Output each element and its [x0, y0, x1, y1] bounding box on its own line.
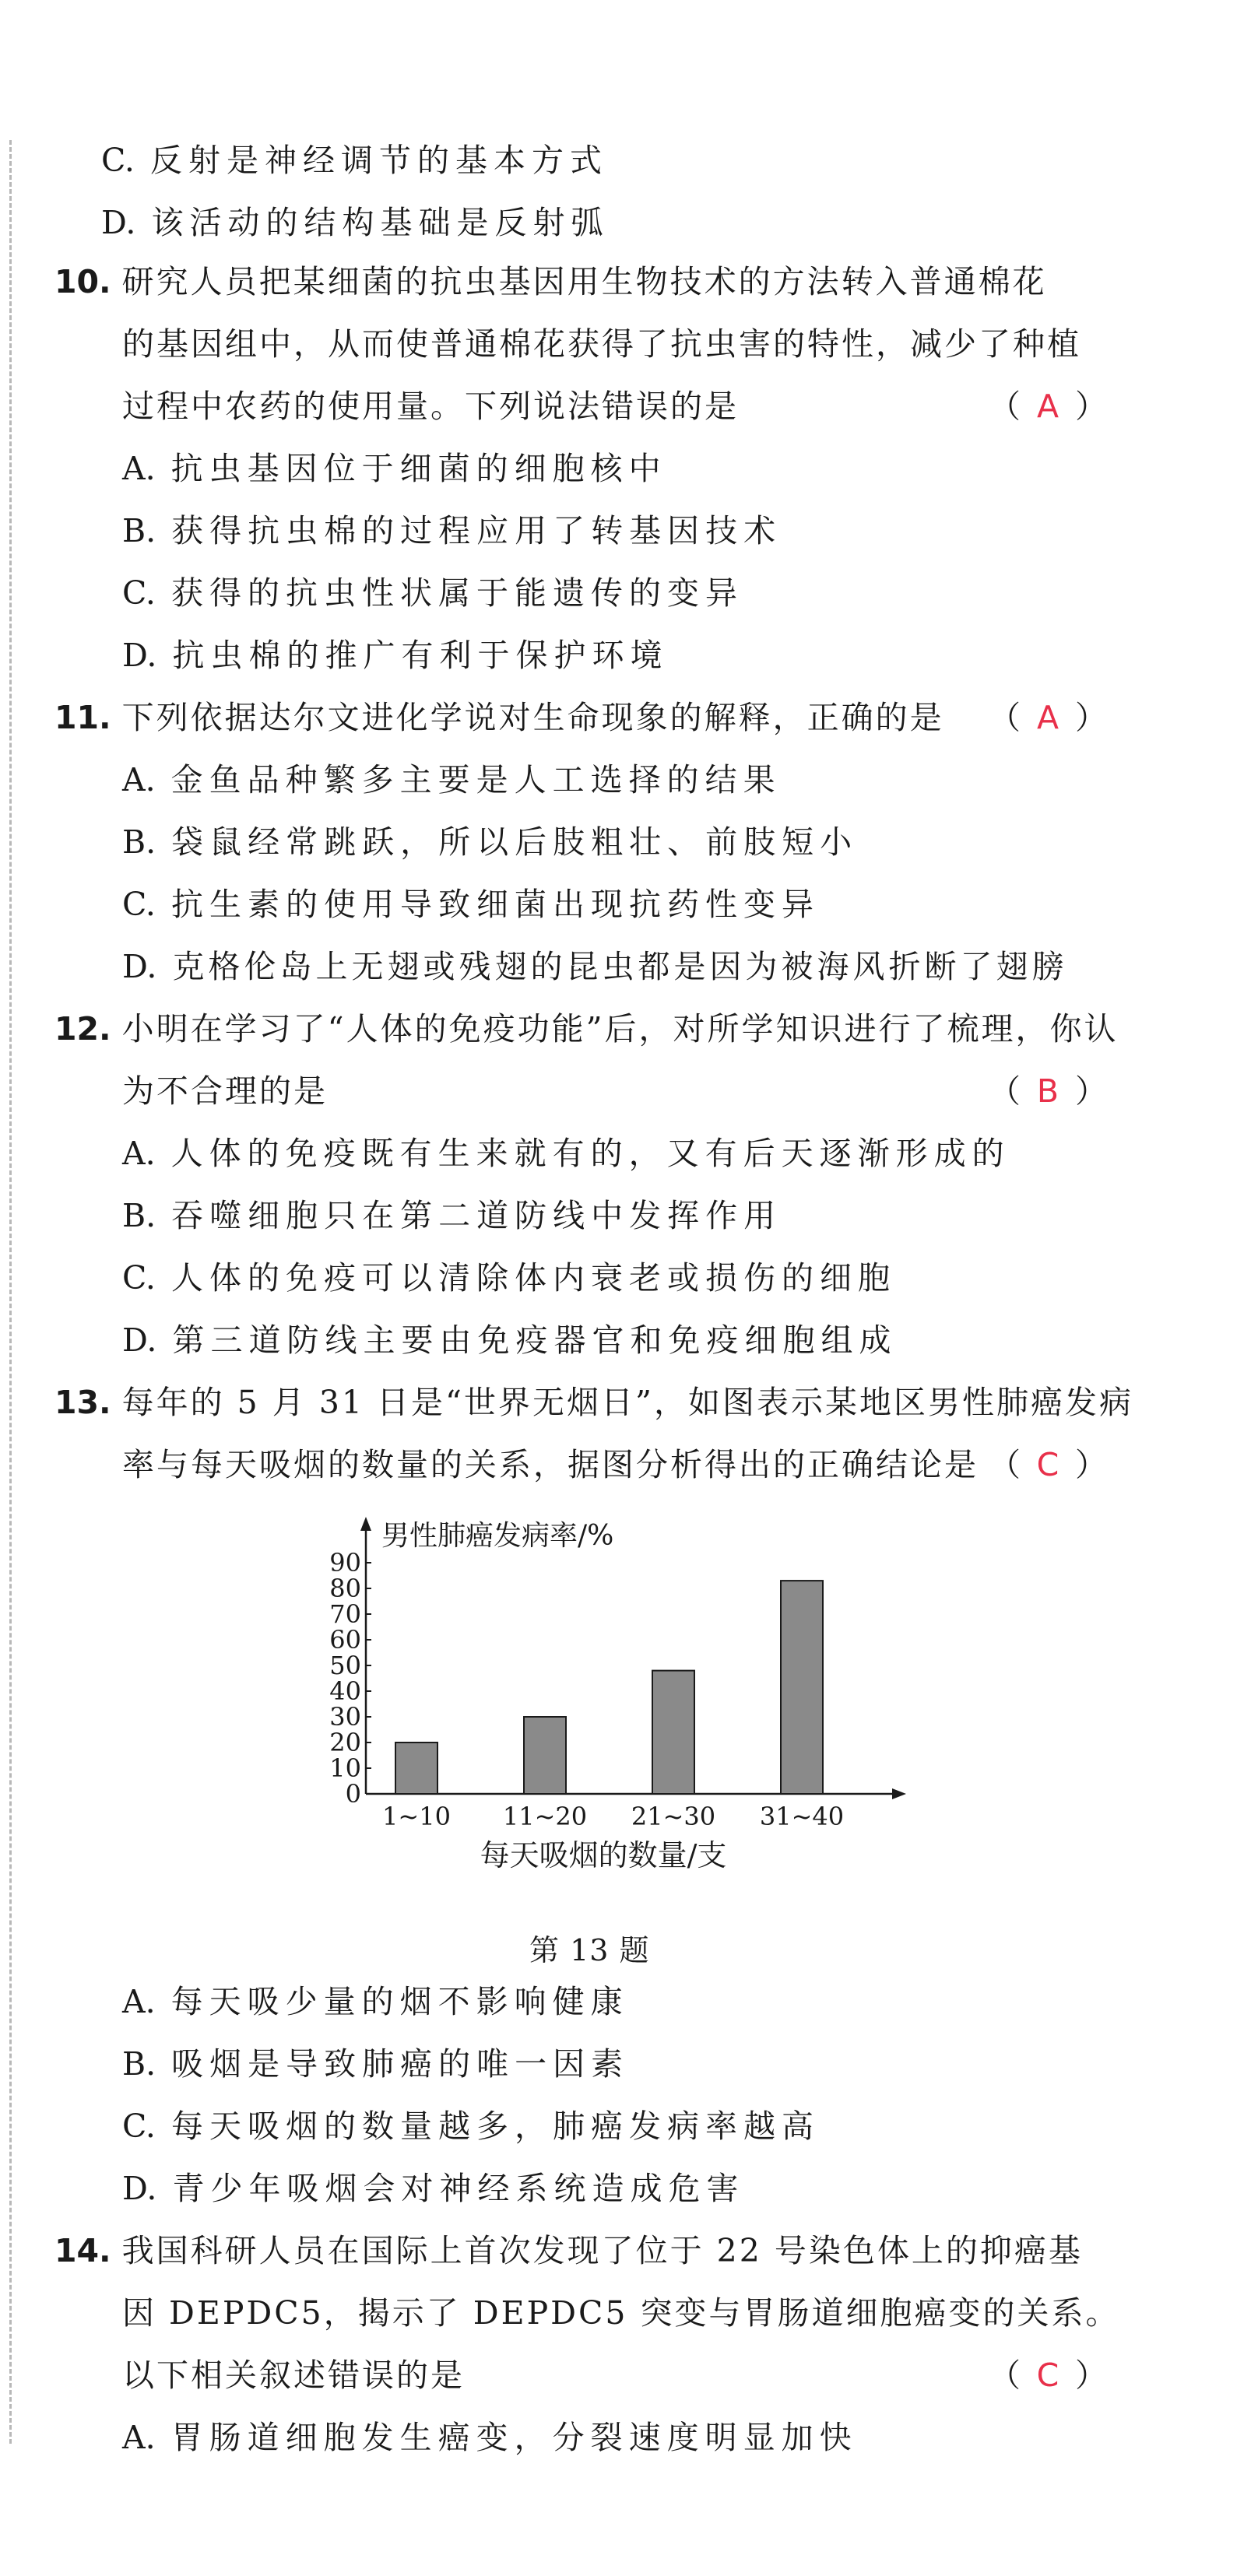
option-letter: A. [122, 2419, 156, 2456]
y-tick-label: 20 [329, 1728, 361, 1757]
x-axis-arrow-icon [892, 1788, 906, 1799]
option-letter: A. [122, 450, 156, 487]
option-text: 抗生素的使用导致细菌出现抗药性变异 [170, 886, 820, 923]
q14-option-a [122, 2416, 858, 2459]
bar [652, 1671, 694, 1794]
q12-option-d [122, 1318, 897, 1362]
y-tick-label: 80 [329, 1574, 361, 1603]
q14-answer [989, 2353, 1107, 2397]
y-axis-label: 男性肺癌发病率/% [381, 1520, 614, 1552]
option-text: 抗虫棉的推广有利于保护环境 [172, 637, 669, 674]
y-tick-label: 90 [329, 1548, 361, 1578]
option-letter: C. [122, 886, 156, 923]
answer-paren-close: ） [1075, 699, 1107, 736]
option-letter: D. [122, 2170, 157, 2207]
q11-stem-line-1 [54, 696, 944, 739]
option-text: 袋鼠经常跳跃，所以后肢粗壮、前肢短小 [171, 823, 859, 861]
x-tick-label: 11~20 [502, 1802, 588, 1831]
answer-value: A [1036, 699, 1059, 736]
x-tick-label: 31~40 [759, 1802, 845, 1831]
q12-option-a [122, 1132, 1010, 1175]
option-letter: B. [122, 823, 156, 861]
option-letter: B. [122, 1197, 156, 1234]
answer-paren-open: （ [989, 1072, 1021, 1110]
answer-paren-close: ） [1075, 1072, 1107, 1110]
option-letter: C. [101, 142, 135, 179]
q12-option-c [122, 1256, 896, 1300]
bar [395, 1742, 437, 1794]
question-number: 10. [54, 263, 111, 300]
q13-option-c [122, 2104, 820, 2148]
option-text: 每天吸烟的数量越多，肺癌发病率越高 [170, 2107, 820, 2145]
option-letter: D. [101, 204, 136, 241]
stem-text: 研究人员把某细菌的抗虫基因用生物技术的方法转入普通棉花 [121, 263, 1047, 300]
y-tick-label: 40 [329, 1676, 361, 1706]
x-axis-label: 每天吸烟的数量/支 [480, 1838, 727, 1872]
option-text: 克格伦岛上无翅或残翅的昆虫都是因为被海风折断了翅膀 [172, 948, 1068, 985]
answer-paren-close: ） [1075, 388, 1107, 425]
q11-option-b [122, 820, 858, 864]
q12-stem-line-1 [54, 1007, 1119, 1051]
option-text: 获得抗虫棉的过程应用了转基因技术 [171, 512, 782, 549]
lung-cancer-bar-chart [311, 1514, 934, 1950]
option-letter: D. [122, 1321, 157, 1359]
y-tick-label: 50 [329, 1651, 361, 1680]
option-letter: C. [122, 2107, 156, 2145]
q12-stem-line-2: 为不合理的是 [122, 1072, 328, 1110]
q11-option-d [122, 945, 1067, 988]
q10-option-b [122, 509, 782, 553]
option-letter: B. [122, 512, 156, 549]
answer-value: C [1036, 1446, 1059, 1483]
q10-option-c [122, 571, 743, 615]
q10-answer [989, 384, 1107, 428]
q13-option-d [122, 2167, 744, 2210]
q13-stem-line-1 [54, 1381, 1133, 1424]
y-tick-label: 30 [329, 1702, 361, 1732]
q13-stem-line-2: 率与每天吸烟的数量的关系，据图分析得出的正确结论是 [122, 1446, 979, 1483]
option-text: 人体的免疫可以清除体内衰老或损伤的细胞 [170, 1259, 896, 1297]
stem-text: 小明在学习了“人体的免疫功能”后，对所学知识进行了梳理，你认 [121, 1010, 1119, 1048]
q10-stem-line-2: 的基因组中，从而使普通棉花获得了抗虫害的特性，减少了种植 [122, 325, 1081, 363]
option-text: 人体的免疫既有生来就有的，又有后天逐渐形成的 [170, 1135, 1010, 1172]
q13-figure [311, 1514, 934, 1950]
option-text: 获得的抗虫性状属于能遗传的变异 [170, 574, 743, 612]
q14-stem-line-1 [54, 2229, 1083, 2272]
option-text: 吞噬细胞只在第二道防线中发挥作用 [171, 1197, 782, 1234]
option-letter: C. [122, 574, 156, 612]
y-axis-arrow-icon [360, 1517, 371, 1531]
q10-option-a [122, 447, 667, 490]
q11-option-c [122, 883, 820, 926]
stem-text: 下列依据达尔文进化学说对生命现象的解释，正确的是 [121, 699, 944, 736]
q13-answer [989, 1443, 1107, 1486]
bar [781, 1581, 823, 1794]
q12-answer [989, 1069, 1107, 1113]
question-number: 14. [54, 2232, 111, 2269]
answer-value: B [1036, 1072, 1059, 1110]
question-number: 11. [54, 699, 111, 736]
binding-margin-line [9, 140, 12, 2444]
answer-paren-close: ） [1075, 2357, 1107, 2394]
q9-option-c [101, 139, 608, 182]
answer-value: A [1036, 388, 1059, 425]
option-text: 抗虫基因位于细菌的细胞核中 [170, 450, 667, 487]
stem-text: 我国科研人员在国际上首次发现了位于 22 号染色体上的抑癌基 [121, 2232, 1083, 2269]
question-number: 13. [54, 1384, 111, 1421]
y-tick-label: 10 [329, 1753, 361, 1783]
option-text: 吸烟是导致肺癌的唯一因素 [171, 2045, 630, 2083]
q13-option-b [122, 2042, 629, 2086]
q11-option-a [122, 758, 782, 802]
answer-paren-open: （ [989, 2357, 1021, 2394]
q10-stem-line-3: 过程中农药的使用量。下列说法错误的是 [122, 388, 739, 425]
answer-paren-open: （ [989, 1446, 1021, 1483]
y-tick-label: 60 [329, 1625, 361, 1655]
q12-option-b [122, 1194, 782, 1237]
q10-stem-line-1 [54, 260, 1047, 304]
option-letter: D. [122, 637, 157, 674]
option-letter: A. [122, 1983, 156, 2020]
option-letter: C. [122, 1259, 156, 1297]
option-text: 该活动的结构基础是反射弧 [151, 204, 610, 241]
option-text: 青少年吸烟会对神经系统造成危害 [172, 2170, 745, 2207]
question-number: 12. [54, 1010, 111, 1048]
q13-figure-caption: 第 13 题 [529, 1933, 650, 1967]
q13-option-a [122, 1980, 629, 2023]
option-letter: A. [122, 761, 156, 798]
x-tick-label: 1~10 [382, 1802, 451, 1831]
answer-paren-close: ） [1075, 1446, 1107, 1483]
answer-value: C [1036, 2357, 1059, 2394]
option-text: 胃肠道细胞发生癌变，分裂速度明显加快 [170, 2419, 858, 2456]
q9-option-d [101, 201, 609, 244]
answer-paren-open: （ [989, 699, 1021, 736]
option-letter: D. [122, 948, 157, 985]
y-tick-label: 0 [345, 1779, 361, 1809]
stem-text: 每年的 5 月 31 日是“世界无烟日”，如图表示某地区男性肺癌发病 [121, 1384, 1133, 1421]
q14-stem-line-3: 以下相关叙述错误的是 [122, 2357, 465, 2394]
q14-stem-line-2: 因 DEPDC5，揭示了 DEPDC5 突变与胃肠道细胞癌变的关系。 [122, 2294, 1120, 2332]
q10-option-d [122, 633, 668, 677]
q11-answer [989, 696, 1107, 739]
option-text: 金鱼品种繁多主要是人工选择的结果 [170, 761, 782, 798]
y-tick-label: 70 [329, 1599, 361, 1629]
option-letter: B. [122, 2045, 156, 2083]
bar [524, 1717, 566, 1794]
option-text: 每天吸少量的烟不影响健康 [170, 1983, 629, 2020]
x-tick-label: 21~30 [631, 1802, 716, 1831]
option-text: 反射是神经调节的基本方式 [149, 142, 608, 179]
option-text: 第三道防线主要由免疫器官和免疫细胞组成 [172, 1321, 898, 1359]
answer-paren-open: （ [989, 388, 1021, 425]
option-letter: A. [122, 1135, 156, 1172]
